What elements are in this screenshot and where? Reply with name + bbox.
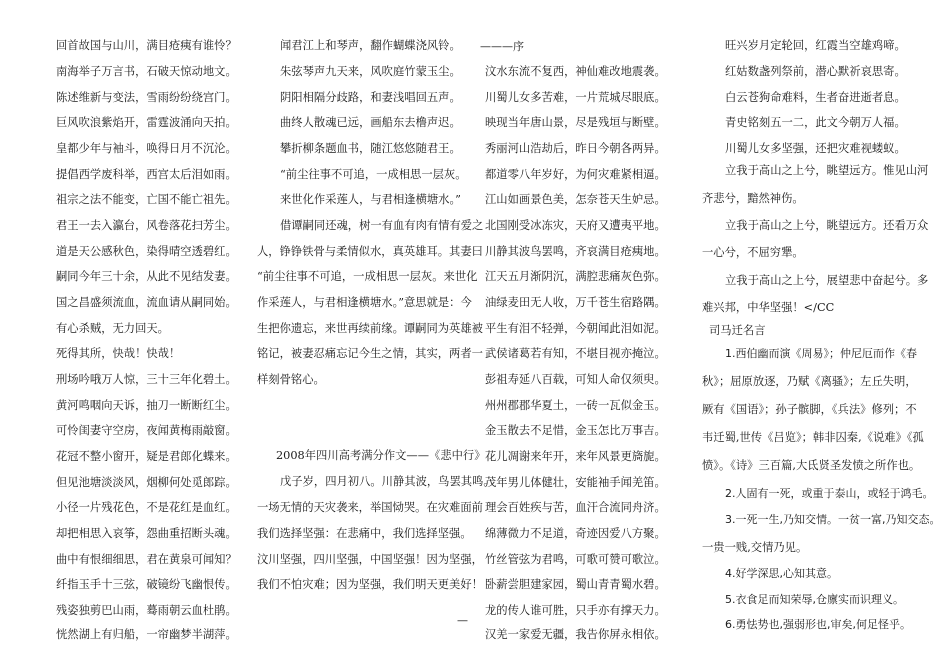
poem-line: 川蜀儿女多坚强，还把灾难视蝼蚁。 [725, 142, 906, 155]
poem-line: 龙的传人谁可胜，只手亦有撑天力。 [485, 604, 666, 617]
poem-line: 死得其所，快哉！快哉！ [56, 347, 181, 360]
poem-line: 攀折柳条题血书，随江悠悠随君王。 [280, 142, 461, 155]
poem-line: 武侯诸葛若有知，不堪目视亦掩泣。 [485, 347, 666, 360]
paragraph-line: 我们选择坚强：在悲痛中，我们选择坚强。 [257, 527, 472, 540]
poem-line: 平生有泪不轻弹，今朝闻此泪如泥。 [485, 322, 666, 335]
poem-line: 皇都少年与袖斗，唤得日月不沉沦。 [56, 142, 237, 155]
poem-line: 州州郡郡华夏土，一砖一瓦似金玉。 [485, 399, 666, 412]
paragraph-line: 样刻骨铭心。 [257, 373, 325, 386]
paragraph-line: 铭记，被妻忍痛忘记今生之情，其实，两者一 [257, 347, 483, 360]
poem-line: 红姑数盏列祭前，潜心默祈哀思寄。 [725, 65, 906, 78]
poem-line: 国之昌盛须流血，流血请从嗣同始。 [56, 296, 237, 309]
page-mark: — [457, 614, 468, 627]
poem-line: 油绿麦田无人收，万千苍生宿路隅。 [485, 296, 666, 309]
poem-line: 南海举子万言书，石破天惊动地文。 [56, 65, 237, 78]
quote-line: 秋》；屈原放逐，乃赋《离骚》；左丘失明， [702, 375, 917, 388]
poem-line: 来世化作采莲人，与君相逢横塘水。” [280, 193, 461, 206]
quote-line: 韦迁蜀,世传《吕览》；韩非囚秦,《说难》《孤 [702, 431, 924, 444]
paragraph-line: 一心兮，不屈穷犟。 [702, 246, 804, 259]
poem-line: 青史铭刻五一二，此文今朝万人福。 [725, 116, 906, 129]
poem-line: 汶水东流不复西，神仙难改地震袭。 [485, 65, 666, 78]
quote-line: 5.衣食足而知荣辱,仓廪实而识理义。 [725, 593, 904, 606]
section-heading: 司马迁名言 [709, 324, 766, 337]
poem-line: 竹丝管弦为君鸣，可歌可赞可歌泣。 [485, 553, 666, 566]
poem-line: 残姿独剪巴山雨，蓦雨朝云血杜鹃。 [56, 604, 237, 617]
poem-line: 小径一片残花色，不是花红是血红。 [56, 501, 237, 514]
essay-title: 2008年四川高考满分作文——《悲中行》 [276, 449, 486, 462]
quote-line: 厥有《国语》；孙子髌脚，《兵法》修列；不 [702, 403, 917, 416]
poem-line: “前尘往事不可追，一成相思一层灰。 [280, 168, 467, 181]
poem-line: 花儿凋谢来年开，来年风景更旖旎。 [485, 450, 666, 463]
preface-label: ———序 [480, 40, 524, 53]
paragraph-line: “前尘往事不可追，一成相思一层灰。来世化 [257, 270, 478, 283]
poem-line: 曲终人散魂已远，画船东去橹声迟。 [280, 116, 461, 129]
poem-line: 黄河鸣咽向天诉，抽刀一断断红尘。 [56, 399, 237, 412]
poem-line: 映现当年唐山景，尽是残垣与断壁。 [485, 116, 666, 129]
quote-line: 一贵一贱,交情乃见。 [702, 541, 808, 554]
poem-line: 阴阳相隔分歧路，和妻浅唱回五声。 [280, 91, 461, 104]
poem-line: 花冠不整小窗开，疑是君郎化蝶来。 [56, 450, 237, 463]
poem-line: 纤指玉手十三弦，破镜纷飞幽恨传。 [56, 578, 237, 591]
paragraph-line: 立我于高山之上兮，眺望远方。还看万众 [725, 219, 929, 232]
paragraph-line: 我们不怕灾难；因为坚强，我们明天更美好！ [257, 578, 483, 591]
poem-line: 朱弦琴声九天来，风吹庭竹蒙玉尘。 [280, 65, 461, 78]
poem-line: 旺兴岁月定轮回，红霞当空雄鸡啼。 [725, 39, 906, 52]
poem-line: 巨风吹浪紫焰开，雷霆波涌向天拍。 [56, 116, 237, 129]
poem-line: 绵薄微力不足道，奇迹因爱八方聚。 [485, 527, 666, 540]
poem-line: 陈述维新与变法，雪雨纷纷绕宫门。 [56, 91, 237, 104]
poem-line: 嗣同今年三十余，从此不见结发妻。 [56, 270, 237, 283]
quote-line: 3.一死一生,乃知交情。一贫一富,乃知交态。 [725, 513, 941, 526]
quote-line: 4.好学深思,心知其意。 [725, 567, 838, 580]
quote-line: 1.西伯幽而演《周易》；仲尼厄而作《春 [725, 347, 917, 360]
poem-line: 金玉散去不足惜，金玉怎比万事吉。 [485, 424, 666, 437]
poem-line: 都道零八年岁好，为何灾难紧相逼。 [485, 168, 666, 181]
poem-line: 曲中有恨细细思，君在黄泉可闻知？ [56, 553, 237, 566]
paragraph-line: 一场无情的天灾袭来，举国恸哭。在灾难面前 [257, 501, 483, 514]
poem-line: 茂年男儿体健壮，安能袖手闻羌笛。 [485, 476, 666, 489]
poem-line: 理会百姓疾与苦，血汗合流同舟济。 [485, 501, 666, 514]
poem-line: 北国刚受冰冻灾，天府又遭夷平地。 [485, 219, 666, 232]
poem-line: 恍然湖上有归船，一帘幽梦半湖萍。 [56, 628, 237, 641]
poem-line: 但见池塘淡淡风，烟柳何处觅郎踪。 [56, 476, 237, 489]
paragraph-line: 借谭嗣同还魂，树一有血有肉有情有爱之 [280, 219, 484, 232]
poem-line: 白云苍狗命难料，生者奋进逝者息。 [725, 91, 906, 104]
poem-line: 彭祖寿延八百载，可知人命仅须臾。 [485, 373, 666, 386]
poem-line: 可怜闺妻守空房，夜闻黄梅雨敲窗。 [56, 424, 237, 437]
poem-line: 江山如画景色美，怎奈苍天生妒忌。 [485, 193, 666, 206]
paragraph-line: 作采莲人，与君相逢横塘水。”意思就是：今 [257, 296, 472, 309]
poem-line: 道是天公感秋色，染得晴空透碧红。 [56, 245, 237, 258]
poem-line: 提倡西学废科举，西宫太后泪如雨。 [56, 168, 237, 181]
poem-line: 川蜀儿女多苦难，一片荒城尽眼底。 [485, 91, 666, 104]
quote-line: 6.勇怯势也,强弱形也,审矣,何足怪乎。 [725, 618, 911, 631]
paragraph-line: 戊子岁，四月初八。川静其波，鸟罢其鸣。 [280, 475, 495, 488]
poem-line: 却把相思入哀筝，怨曲重招断头魂。 [56, 527, 237, 540]
quote-line: 2.人固有一死，或重于泰山，或轻于鸿毛。 [725, 487, 934, 500]
poem-line: 汉羌一家爱无疆，我告你屏永相依。 [485, 628, 666, 641]
poem-line: 卧薪尝胆建家园，蜀山青青蜀水碧。 [485, 578, 666, 591]
quote-line: 愤》。《诗》三百篇,大氐贤圣发愤之所作也。 [702, 459, 921, 472]
poem-line: 君王一去入瀛台，风卷落花扫芳尘。 [56, 219, 237, 232]
poem-line: 川静其波鸟罢鸣，齐哀满目疮痍地。 [485, 245, 666, 258]
paragraph-line: 汶川坚强，四川坚强，中国坚强！因为坚强， [257, 553, 483, 566]
poem-line: 秀丽河山浩劫后，昨日今朝各两异。 [485, 142, 666, 155]
poem-line: 刑场吟哦万人惊，三十三年化碧土。 [56, 373, 237, 386]
poem-line: 回首故国与山川，满目疮痍有谁怜？ [56, 39, 237, 52]
paragraph-line: 难兴邦，中华坚强！</CC [702, 301, 835, 314]
poem-line: 江天五月渐阴沉，满腔悲痛灰色弥。 [485, 270, 666, 283]
paragraph-line: 立我于高山之上兮，眺望远方。惟见山河 [725, 164, 929, 177]
paragraph-line: 生把你遗忘，来世再续前缘。谭嗣同为英雄被 [257, 322, 483, 335]
poem-line: 闻君江上和琴声，翻作蝴蝶浇风铃。 [280, 39, 461, 52]
poem-line: 祖宗之法不能变，亡国不能亡祖先。 [56, 193, 237, 206]
paragraph-line: 人，铮铮铁骨与柔情似水，真英雄耳。其妻曰 [257, 245, 483, 258]
paragraph-line: 立我于高山之上兮，展望悲中奋起兮。多 [725, 274, 929, 287]
poem-line: 有心杀贼，无力回天。 [56, 322, 169, 335]
paragraph-line: 齐悲兮，黯然神伤。 [702, 192, 804, 205]
